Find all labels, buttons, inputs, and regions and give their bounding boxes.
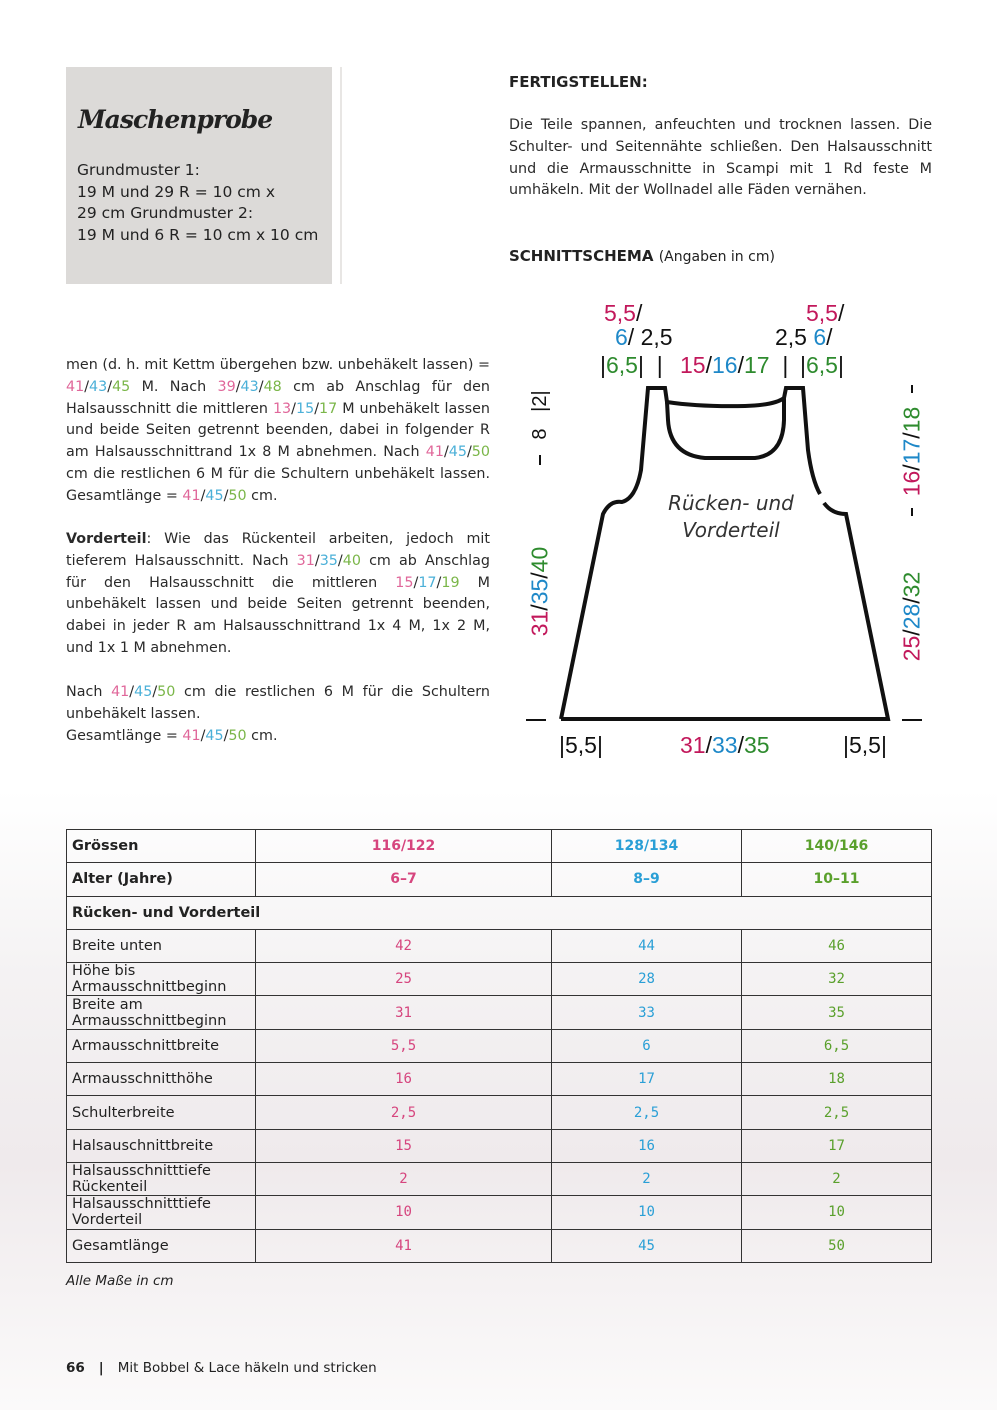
- size-value: 48: [263, 378, 282, 395]
- size-cell: 46: [742, 929, 932, 962]
- bottom-side-right: |5,5|: [843, 732, 887, 758]
- bottom-side-left: |5,5|: [559, 732, 603, 758]
- text-run: /: [291, 400, 296, 417]
- size-value: 50: [471, 444, 490, 461]
- table-header-row: [67, 830, 932, 863]
- page-footer: [66, 1360, 377, 1376]
- row-label: Halsauschnittbreite: [67, 1129, 256, 1162]
- size-value: 35: [319, 552, 338, 569]
- text-run: /: [314, 552, 320, 569]
- text-run: /: [200, 727, 206, 744]
- size-value: 45: [448, 444, 467, 461]
- size-cell: 31: [256, 996, 552, 1029]
- size-cell: 16: [552, 1129, 742, 1162]
- text-run: cm.: [246, 727, 278, 744]
- text-run: /: [84, 378, 90, 395]
- neck-width-label: 15/16/17 |: [680, 352, 789, 378]
- size-value: 41: [66, 378, 85, 395]
- table-row: [67, 1162, 932, 1195]
- size-value: 50: [157, 684, 176, 700]
- footer-separator: |: [98, 1360, 104, 1376]
- text-run: /: [466, 444, 472, 461]
- armhole-width-right-3: |6,5|: [800, 352, 844, 378]
- text-run: M unbehäkelt lassen und beide Seiten getrennt beenden, dabei in folgender R am Halsausschnittrand 1x 8 M abnehmen. Nach: [66, 400, 490, 461]
- text-run: cm ab Anschlag für den Halsausschnitt die mittleren: [66, 378, 490, 417]
- size-cell: 17: [742, 1129, 932, 1162]
- row-label: Schulterbreite: [67, 1096, 256, 1129]
- size-cell: 45: [552, 1229, 742, 1262]
- size-cell: 2: [742, 1162, 932, 1195]
- size-cell: 10: [256, 1196, 552, 1229]
- size-value: 45: [205, 727, 224, 744]
- neck-depth-label: 8 |2|: [529, 390, 551, 440]
- table-row: [67, 1096, 932, 1129]
- finish-text: Die Teile spannen, anfeuchten und trocknen lassen. Die Schulter- und Seitennähte schließen. Den Halsausschnitt und die Armausschnitte in Scampi mit 1 Rd feste M umhäkeln. Mit der Wollnadel alle Fäden vernähen.: [509, 117, 932, 199]
- gauge-title: Maschenprobe: [78, 105, 273, 134]
- size-cell: 140/146: [742, 830, 932, 863]
- text-run: cm die restlichen 6 M für die Schultern unbehäkelt lassen. Gesamtlänge =: [66, 465, 490, 504]
- text-run: /: [152, 684, 158, 700]
- gauge-line: 19 M und 29 R = 10 cm x: [77, 182, 275, 201]
- size-cell: 8–9: [552, 863, 742, 896]
- row-label: Breite unten: [67, 929, 256, 962]
- row-label: Armausschnittbreite: [67, 1029, 256, 1062]
- size-cell: 15: [256, 1129, 552, 1162]
- size-value: 50: [228, 727, 247, 744]
- row-label: Alter (Jahre): [67, 863, 256, 896]
- text-run: M unbehäkelt lassen und beide Seiten getrennt beenden, dabei in jeder R am Halsausschnittrand 1x 4 M, 1x 2 M, und 1x 1 M abnehmen.: [66, 574, 490, 656]
- size-table: [66, 829, 932, 1263]
- table-row: [67, 996, 932, 1029]
- row-label: Halsausschnitttiefe Vorderteil: [67, 1196, 256, 1229]
- text-run: cm ab Anschlag für den Halsausschnitt die mittleren: [66, 552, 490, 591]
- bottom-width-label: 31/33/35: [680, 732, 770, 758]
- row-label: Armausschnitthöhe: [67, 1063, 256, 1096]
- size-cell: 50: [742, 1229, 932, 1262]
- text-run: /: [436, 574, 442, 591]
- size-cell: 33: [552, 996, 742, 1029]
- text-run: /: [129, 684, 135, 700]
- section-row: [67, 896, 932, 929]
- size-cell: 6,5: [742, 1029, 932, 1062]
- size-cell: 10: [742, 1196, 932, 1229]
- size-cell: 2,5: [552, 1096, 742, 1129]
- gauge-line: 29 cm Grundmuster 2:: [77, 204, 254, 222]
- size-value: 41: [111, 684, 130, 700]
- finish-heading: FERTIGSTELLEN:: [509, 73, 648, 91]
- size-value: 31: [296, 552, 315, 569]
- size-cell: 28: [552, 963, 742, 996]
- row-label: Grössen: [67, 830, 256, 863]
- size-cell: 16: [256, 1063, 552, 1096]
- row-label: Breite am Armausschnittbeginn: [67, 996, 256, 1029]
- size-value: 19: [441, 574, 460, 591]
- size-value: 41: [182, 487, 201, 504]
- text-run: Gesamtlänge =: [66, 727, 183, 744]
- armhole-width-left-3: |6,5| |: [600, 352, 663, 378]
- schema-subtitle: (Angaben in cm): [658, 249, 775, 265]
- text-run: Vorderteil: [66, 531, 147, 547]
- armhole-start-height-label: 31/35/40: [526, 546, 553, 637]
- size-cell: 32: [742, 963, 932, 996]
- row-label: Gesamtlänge: [67, 1229, 256, 1262]
- table-row: [67, 1029, 932, 1062]
- size-value: 45: [134, 684, 153, 700]
- size-value: 17: [319, 400, 338, 417]
- text-run: /: [413, 574, 419, 591]
- text-run: men (d. h. mit Kettm übergehen bzw. unbehäkelt lassen) =: [66, 357, 490, 373]
- text-run: /: [223, 487, 229, 504]
- size-value: 13: [272, 400, 292, 417]
- table-row: [67, 1229, 932, 1262]
- armhole-width-right: 5,5/: [806, 300, 845, 326]
- text-run: /: [223, 727, 229, 744]
- size-cell: 44: [552, 929, 742, 962]
- size-cell: 42: [256, 929, 552, 962]
- table-row: [67, 1129, 932, 1162]
- table-note: Alle Maße in cm: [66, 1273, 174, 1289]
- caption-line: Rücken- und: [668, 491, 794, 515]
- size-value: 17: [418, 574, 437, 591]
- text-run: /: [443, 444, 449, 461]
- size-cell: 116/122: [256, 830, 552, 863]
- schema-caption: [631, 490, 831, 544]
- gauge-line: Grundmuster 1:: [77, 161, 200, 179]
- text-run: M. Nach: [130, 378, 218, 395]
- armhole-height-label: 16/17/18: [898, 406, 925, 497]
- table-row: [67, 963, 932, 996]
- caption-line: Vorderteil: [682, 518, 780, 542]
- table-row: [67, 1196, 932, 1229]
- size-value: 41: [182, 727, 201, 744]
- text-run: /: [314, 400, 320, 417]
- size-cell: 5,5: [256, 1029, 552, 1062]
- armhole-width-left-2: 6/ 2,5: [615, 324, 673, 350]
- size-cell: 25: [256, 963, 552, 996]
- section-label: Rücken- und Vorderteil: [67, 896, 932, 929]
- size-cell: 2: [256, 1162, 552, 1195]
- armhole-width-left: 5,5/: [604, 300, 643, 326]
- age-row: [67, 863, 932, 896]
- size-value: 39: [217, 378, 236, 395]
- size-cell: 18: [742, 1063, 932, 1096]
- text-run: /: [200, 487, 206, 504]
- text-run: Nach: [66, 684, 112, 700]
- text-run: cm.: [246, 487, 278, 504]
- size-cell: 128/134: [552, 830, 742, 863]
- size-cell: 6–7: [256, 863, 552, 896]
- size-value: 15: [395, 574, 414, 591]
- armhole-width-right-2: 2,5 6/: [775, 324, 833, 350]
- size-cell: 10: [552, 1196, 742, 1229]
- side-height-label: 25/28/32: [898, 571, 925, 662]
- size-cell: 2,5: [256, 1096, 552, 1129]
- page-number: 66: [66, 1360, 85, 1376]
- size-cell: 2: [552, 1162, 742, 1195]
- size-value: 40: [342, 552, 361, 569]
- schema-title: SCHNITTSCHEMA: [509, 247, 654, 265]
- text-run: /: [235, 378, 241, 395]
- size-cell: 10–11: [742, 863, 932, 896]
- text-run: /: [258, 378, 264, 395]
- size-value: 43: [240, 378, 259, 395]
- size-value: 50: [228, 487, 247, 504]
- gauge-line: 19 M und 6 R = 10 cm x 10 cm: [77, 225, 319, 244]
- size-value: 41: [425, 444, 444, 461]
- size-cell: 17: [552, 1063, 742, 1096]
- size-cell: 6: [552, 1029, 742, 1062]
- table-row: [67, 929, 932, 962]
- table-row: [67, 1063, 932, 1096]
- size-cell: 35: [742, 996, 932, 1029]
- size-value: 43: [89, 378, 108, 395]
- row-label: Höhe bis Armausschnittbeginn: [67, 963, 256, 996]
- text-run: /: [337, 552, 343, 569]
- text-run: : Wie das Rückenteil arbeiten, jedoch mit tieferem Halsausschnitt. Nach: [66, 531, 490, 569]
- row-label: Halsausschnitttiefe Rückenteil: [67, 1162, 256, 1195]
- text-run: cm die restlichen 6 M für die Schultern unbehäkelt lassen.: [66, 684, 490, 722]
- size-cell: 2,5: [742, 1096, 932, 1129]
- text-run: /: [107, 378, 113, 395]
- size-cell: 41: [256, 1229, 552, 1262]
- size-value: 45: [205, 487, 224, 504]
- size-value: 45: [112, 378, 131, 395]
- size-value: 15: [295, 400, 315, 417]
- book-title: Mit Bobbel & Lace häkeln und stricken: [117, 1360, 377, 1376]
